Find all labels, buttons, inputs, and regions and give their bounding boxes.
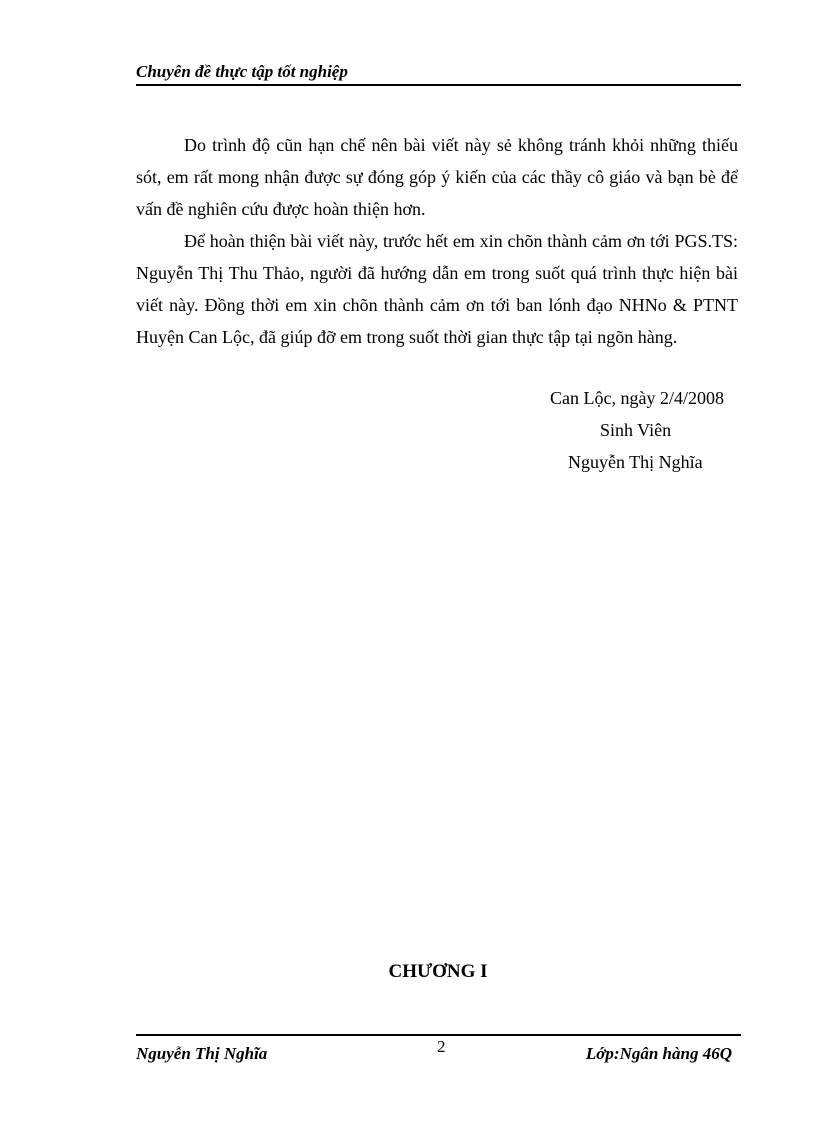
body-text [136, 129, 738, 353]
signature-name: Nguyễn Thị Nghĩa [568, 452, 703, 472]
signature-role: Sinh Viên [600, 420, 672, 440]
document-header-title: Chuyên đề thực tập tốt nghiệp [136, 62, 348, 81]
paragraph-acknowledgements: Để hoàn thiện bài viết này, trước hết em xin chõn thành cảm ơn tới PGS.TS: Nguyễn Thị Thu Thảo, người đã hướng dẫn em trong suốt quá trình thực hiện bài viết này. Đồng thời em xin chõn thành cảm ơn tới ban lónh đạo NHNo & PTNT Huyện Can Lộc, đã giúp đỡ em trong suốt thời gian thực tập tại ngõn hàng. [136, 231, 738, 347]
page-number: 2 [437, 1037, 446, 1056]
header-divider [136, 84, 741, 86]
signature-place-date: Can Lộc, ngày 2/4/2008 [550, 388, 724, 408]
footer-divider [136, 1034, 741, 1036]
paragraph-limitations: Do trình độ cũn hạn chế nên bài viết này sẻ không tránh khỏi những thiếu sót, em rất mong nhận được sự đóng góp ý kiến của các thầy cô giáo và bạn bè để vấn đề nghiên cứu được hoàn thiện hơn. [136, 135, 738, 219]
footer-class: Lớp:Ngân hàng 46Q [585, 1044, 732, 1063]
footer-author: Nguyễn Thị Nghĩa [136, 1044, 268, 1063]
chapter-heading: CHƯƠNG I [388, 961, 488, 982]
